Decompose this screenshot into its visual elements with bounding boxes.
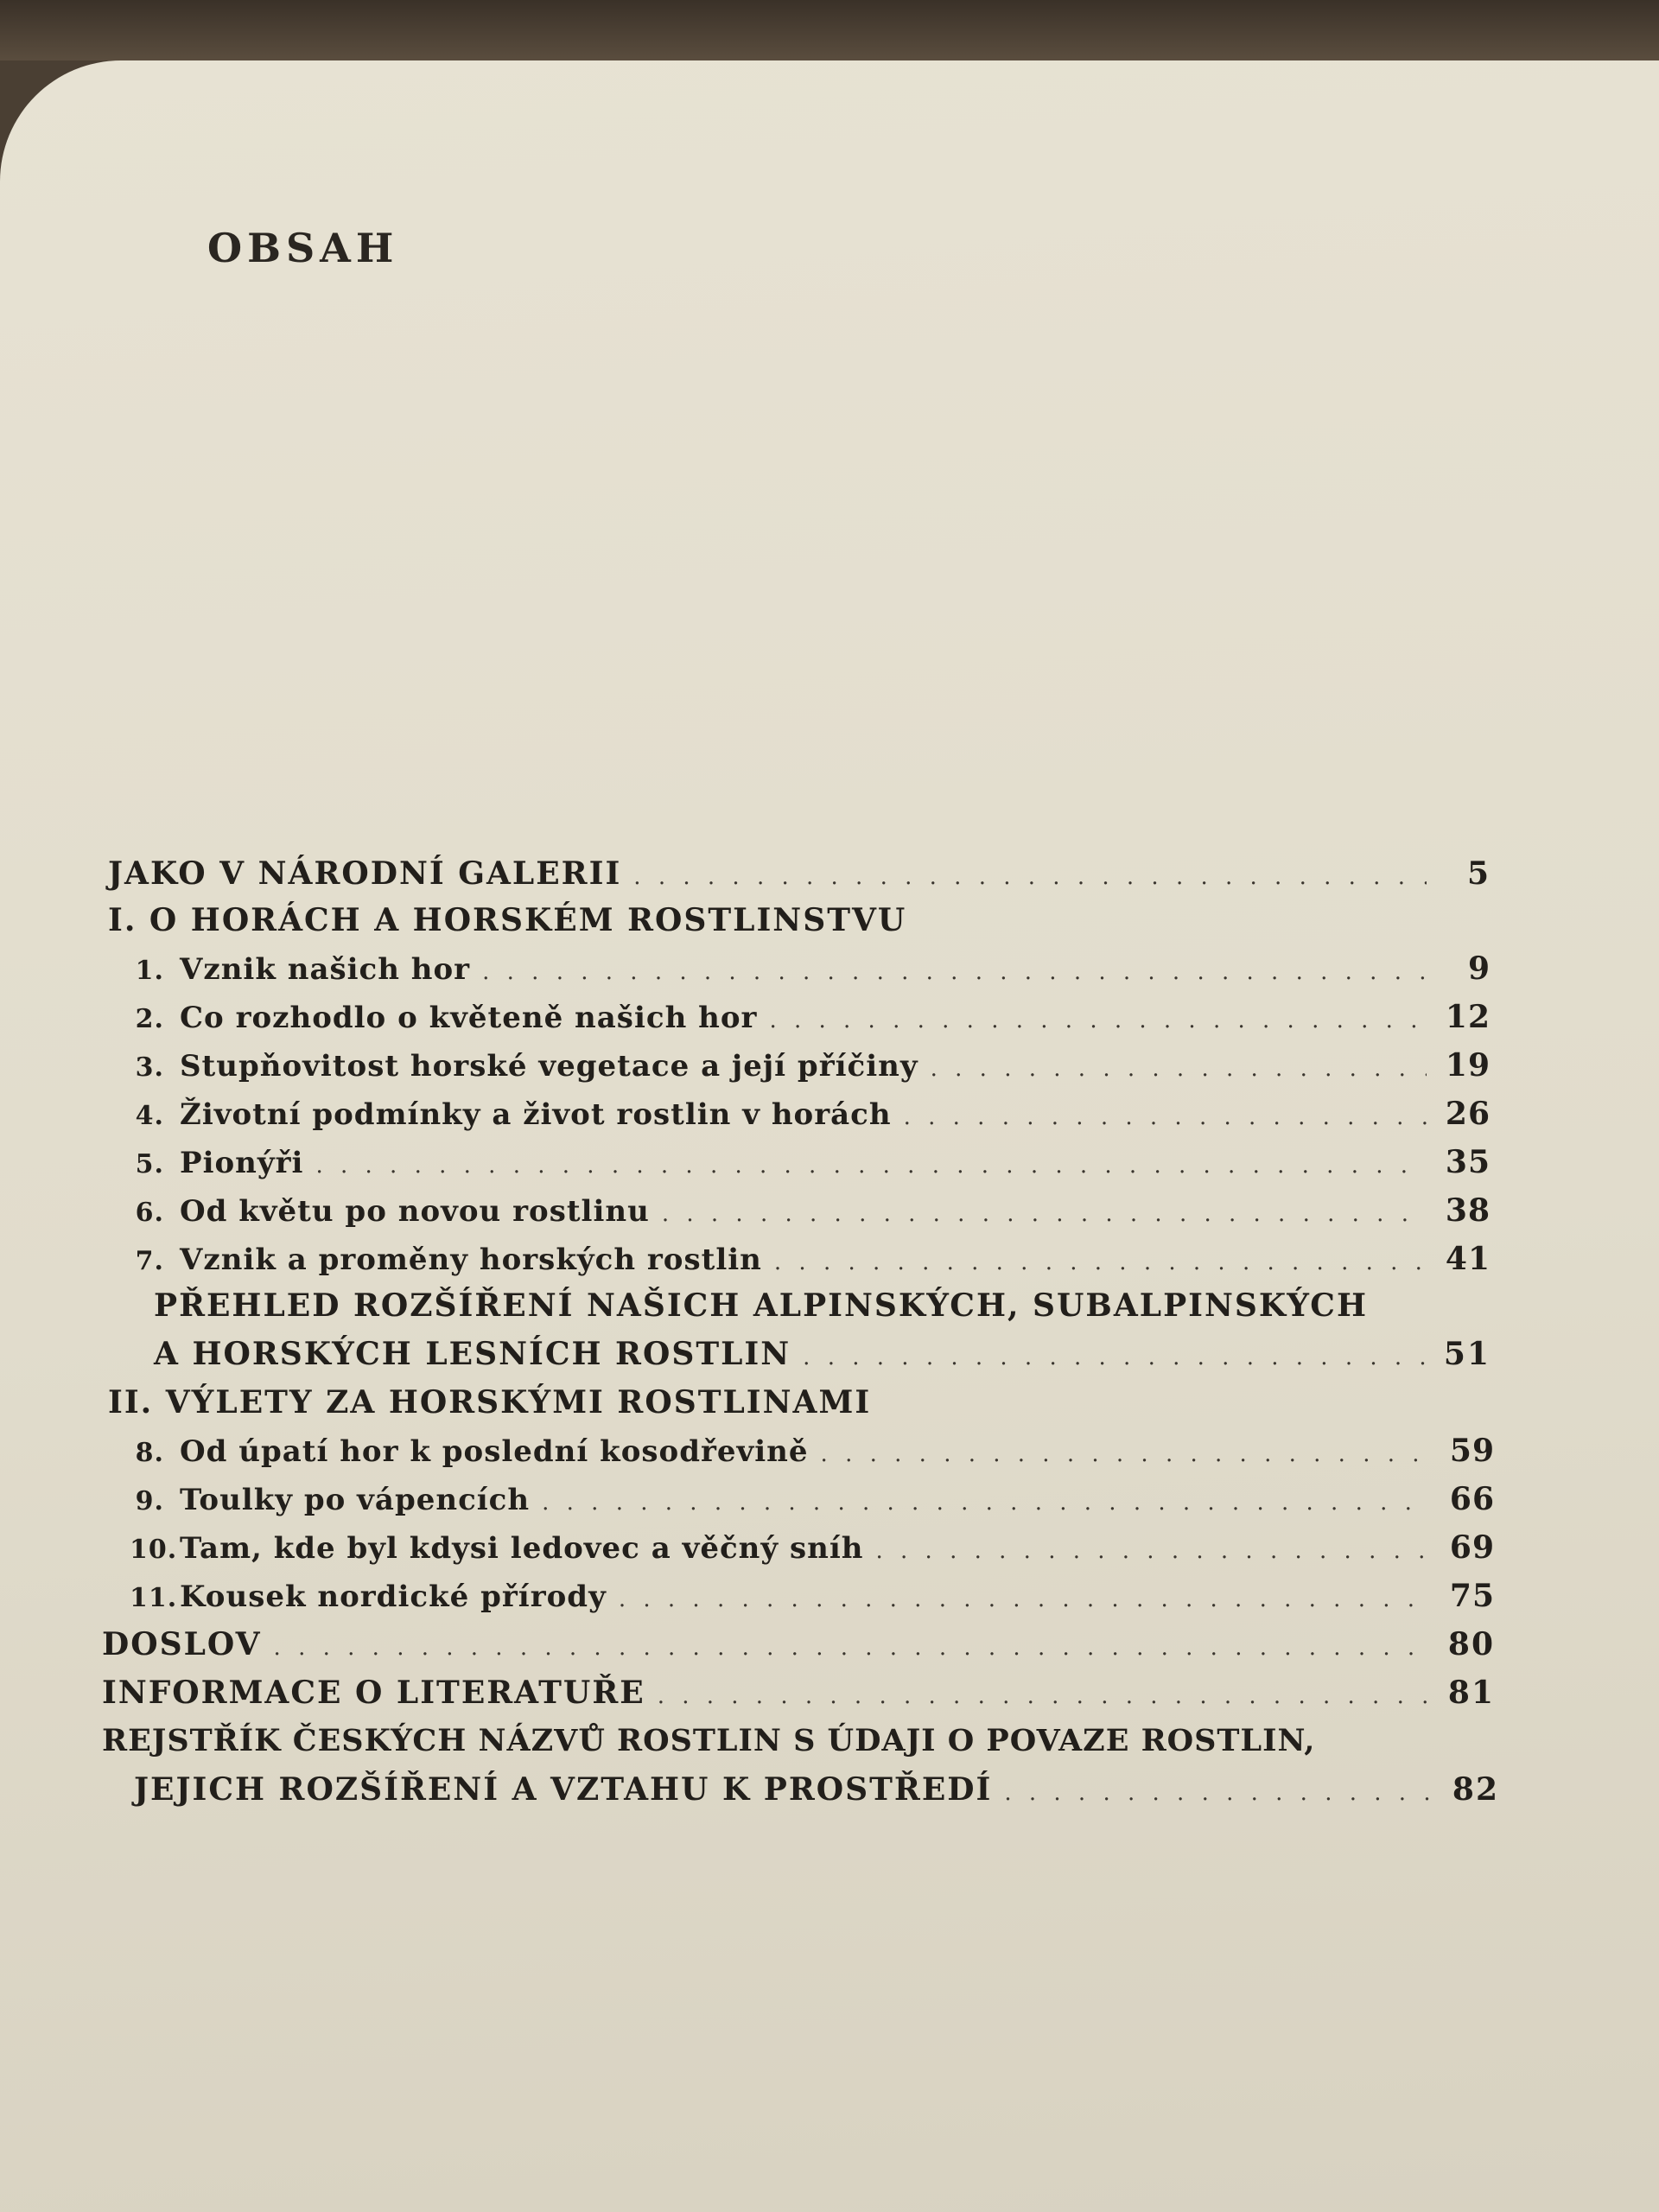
toc-entry-text: Tam, kde byl kdysi ledovec a věčný sníh bbox=[180, 1531, 864, 1566]
leader-dots bbox=[1004, 1780, 1435, 1806]
toc-entry-1 bbox=[130, 950, 1491, 987]
page-title: OBSAH bbox=[207, 225, 399, 271]
toc-part-heading-1: I. O HORÁCH A HORSKÉM ROSTLINSTVU bbox=[108, 902, 907, 938]
leader-dots bbox=[803, 1344, 1427, 1370]
toc-item-number: 8. bbox=[135, 1438, 164, 1468]
leader-dots bbox=[904, 1104, 1427, 1130]
toc-entry-text: Kousek nordické přírody bbox=[180, 1580, 607, 1614]
leader-dots bbox=[482, 959, 1427, 985]
toc-entry-text: Vznik a proměny horských rostlin bbox=[180, 1243, 762, 1277]
toc-entry-text: Od úpatí hor k poslední kosodřevině bbox=[180, 1434, 809, 1469]
toc-entry-3 bbox=[130, 1047, 1491, 1084]
toc-page-number: 75 bbox=[1449, 1578, 1495, 1614]
toc-entry-text: INFORMACE O LITERATUŘE bbox=[102, 1675, 645, 1711]
toc-item-number: 9. bbox=[135, 1486, 164, 1516]
toc-entry-10 bbox=[130, 1529, 1495, 1566]
leader-dots bbox=[875, 1538, 1431, 1564]
toc-page-number: 26 bbox=[1445, 1096, 1491, 1132]
toc-entry-intro bbox=[108, 855, 1491, 892]
toc-entry-2 bbox=[130, 999, 1491, 1035]
leader-dots bbox=[931, 1056, 1427, 1082]
toc-item-number: 6. bbox=[135, 1198, 164, 1228]
toc-entry-text: Co rozhodlo o květeně našich hor bbox=[180, 1001, 758, 1035]
toc-item-number: 1. bbox=[135, 956, 164, 986]
toc-page-number: 51 bbox=[1443, 1336, 1491, 1372]
toc-item-number: 10. bbox=[130, 1535, 178, 1565]
toc-page-number: 35 bbox=[1445, 1144, 1491, 1180]
toc-entry-8 bbox=[130, 1433, 1495, 1469]
toc-entry-text: DOSLOV bbox=[102, 1626, 262, 1662]
table-of-contents bbox=[0, 60, 1659, 2212]
toc-page-number: 5 bbox=[1466, 855, 1491, 892]
toc-page-number: 19 bbox=[1445, 1047, 1491, 1084]
toc-page-number: 59 bbox=[1449, 1433, 1495, 1469]
toc-page-number: 80 bbox=[1447, 1626, 1495, 1662]
toc-entry-afterword bbox=[102, 1626, 1495, 1662]
toc-part-heading-2: II. VÝLETY ZA HORSKÝMI ROSTLINAMI bbox=[108, 1384, 872, 1421]
toc-entry-4 bbox=[130, 1096, 1491, 1132]
leader-dots bbox=[619, 1586, 1431, 1612]
toc-page-number: 9 bbox=[1467, 950, 1491, 987]
toc-entry-text: JAKO V NÁRODNÍ GALERII bbox=[108, 855, 622, 892]
toc-entry-6 bbox=[130, 1192, 1491, 1229]
toc-overview-line-1: PŘEHLED ROZŠÍŘENÍ NAŠICH ALPINSKÝCH, SUBALPINSKÝCH bbox=[154, 1287, 1368, 1324]
leader-dots bbox=[633, 864, 1427, 890]
toc-entry-text: A HORSKÝCH LESNÍCH ROSTLIN bbox=[154, 1336, 791, 1372]
toc-entry-text: Od květu po novou rostlinu bbox=[180, 1194, 650, 1229]
leader-dots bbox=[821, 1441, 1431, 1467]
toc-item-number: 2. bbox=[135, 1004, 164, 1034]
toc-entry-7 bbox=[130, 1241, 1491, 1277]
toc-entry-text: Vznik našich hor bbox=[180, 952, 471, 987]
toc-item-number: 3. bbox=[135, 1052, 164, 1083]
toc-entry-literature bbox=[102, 1675, 1495, 1711]
leader-dots bbox=[658, 1683, 1431, 1709]
toc-page-number: 38 bbox=[1445, 1192, 1491, 1229]
toc-entry-text: Životní podmínky a život rostlin v horách bbox=[180, 1097, 892, 1132]
toc-page-number: 69 bbox=[1449, 1529, 1495, 1566]
toc-page-number: 12 bbox=[1445, 999, 1491, 1035]
leader-dots bbox=[769, 1007, 1427, 1033]
toc-entry-text: Pionýři bbox=[180, 1146, 304, 1180]
toc-item-number: 11. bbox=[130, 1583, 178, 1613]
leader-dots bbox=[542, 1490, 1431, 1516]
toc-entry-text: JEJICH ROZŠÍŘENÍ A VZTAHU K PROSTŘEDÍ bbox=[134, 1771, 993, 1808]
leader-dots bbox=[662, 1201, 1427, 1227]
toc-item-number: 4. bbox=[135, 1101, 164, 1131]
book-background bbox=[0, 0, 1659, 60]
toc-entry-11 bbox=[130, 1578, 1495, 1614]
toc-index-line-1: REJSTŘÍK ČESKÝCH NÁZVŮ ROSTLIN S ÚDAJI O POVAZE ROSTLIN, bbox=[102, 1723, 1316, 1758]
book-page bbox=[0, 60, 1659, 2212]
toc-entry-overview bbox=[154, 1336, 1491, 1372]
leader-dots bbox=[774, 1249, 1427, 1275]
toc-page-number: 41 bbox=[1445, 1241, 1491, 1277]
toc-entry-text: Toulky po vápencích bbox=[180, 1483, 531, 1517]
toc-entry-9 bbox=[130, 1481, 1495, 1517]
toc-page-number: 82 bbox=[1452, 1771, 1499, 1808]
leader-dots bbox=[274, 1635, 1431, 1661]
toc-item-number: 7. bbox=[135, 1246, 164, 1276]
toc-page-number: 66 bbox=[1449, 1481, 1495, 1517]
toc-entry-text: Stupňovitost horské vegetace a její příčiny bbox=[180, 1049, 918, 1084]
leader-dots bbox=[315, 1153, 1427, 1179]
toc-page-number: 81 bbox=[1447, 1675, 1495, 1711]
toc-entry-5 bbox=[130, 1144, 1491, 1180]
toc-item-number: 5. bbox=[135, 1149, 164, 1179]
toc-entry-index bbox=[134, 1771, 1499, 1808]
